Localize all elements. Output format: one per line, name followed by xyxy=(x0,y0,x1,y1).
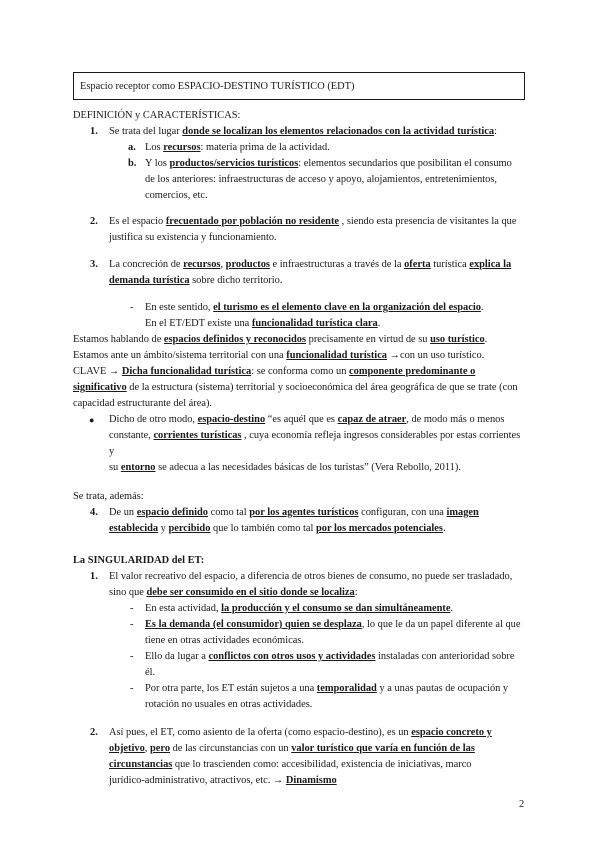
singularity-item-1 xyxy=(73,569,525,601)
text: turística xyxy=(430,259,470,270)
text: de los anteriores: infraestructuras de acceso y apoyo, alojamientos, entretenimientos, xyxy=(145,174,498,185)
list-item-2 xyxy=(73,214,525,246)
underlined-text: espacios definidos y reconocidos xyxy=(163,334,307,345)
text: se adecua a las necesidades básicas de los turistas” (Vera Rebollo, 2011). xyxy=(155,462,461,473)
text: En este sentido, xyxy=(145,302,214,313)
underlined-text: valor turístico que varía en función de las xyxy=(291,743,475,754)
underlined-text: percibido xyxy=(168,523,211,534)
text: : xyxy=(494,126,497,137)
underlined-text: por los agentes turísticos xyxy=(249,507,359,518)
text: como tal xyxy=(208,507,250,518)
singularity-dash-3 xyxy=(73,649,525,681)
list-marker: - xyxy=(130,683,134,694)
underlined-text: el turismo es el elemento clave en la organización del espacio xyxy=(213,302,481,313)
list-marker: a. xyxy=(128,142,136,153)
underlined-text: Dicha funcionalidad turística xyxy=(121,366,252,377)
text: El valor recreativo del espacio, a diferencia de otros bienes de consumo, no puede ser trasladado, xyxy=(109,571,513,582)
underlined-text: frecuentado por población no residente xyxy=(165,216,340,227)
list-marker: b. xyxy=(128,158,137,169)
text: justifica su existencia y funcionamiento. xyxy=(109,232,277,243)
text: De un xyxy=(109,507,137,518)
text: sobre dicho territorio. xyxy=(189,275,283,286)
text: jurídico-administrativo, atractivos, etc. → xyxy=(109,775,286,786)
text: de la estructura (sistema) territorial y socioeconómica del área geográfica de que se trate (con xyxy=(126,382,518,393)
underlined-text: oferta xyxy=(404,259,431,270)
paragraph-clave xyxy=(73,364,525,412)
text: que lo trascienden como: accesibilidad, existencia de iniciativas, marco xyxy=(172,759,472,770)
underlined-text: componente predominante o xyxy=(349,366,476,377)
underlined-text: espacio definido xyxy=(136,507,209,518)
underlined-text: conflictos con otros usos y actividades xyxy=(208,651,376,662)
underlined-text: espacio-destino xyxy=(197,414,266,425)
singularity-dash-1 xyxy=(73,601,525,617)
underlined-text: demanda turística xyxy=(109,275,190,286)
list-marker: - xyxy=(130,302,134,313)
text: , xyxy=(220,259,226,270)
text: Se trata del lugar xyxy=(109,126,183,137)
list-item-3 xyxy=(73,257,525,289)
text: : se conforma como un xyxy=(251,366,350,377)
list-number: 1. xyxy=(90,126,98,137)
section2-heading: La SINGULARIDAD del ET: xyxy=(73,555,205,566)
list-number: 3. xyxy=(90,259,98,270)
text: En esta actividad, xyxy=(145,603,222,614)
underlined-text: la producción y el consumo se dan simultáneamente xyxy=(221,603,451,614)
text: . xyxy=(484,334,488,345)
list-marker: - xyxy=(130,651,134,662)
text: : elementos secundarios que posibilitan el consumo xyxy=(298,158,512,169)
underlined-text: corrientes turísticas xyxy=(153,430,242,441)
text: y xyxy=(158,523,169,534)
underlined-text: productos xyxy=(225,259,270,270)
text: e infraestructuras a través de la xyxy=(269,259,405,270)
underlined-text: explica la xyxy=(469,259,512,270)
underlined-text: establecida xyxy=(109,523,159,534)
underlined-text: capaz de atraer xyxy=(337,414,407,425)
bullet-item-espacio-destino xyxy=(73,412,525,476)
paragraph-ademas: Se trata, además: xyxy=(73,491,144,502)
title-box xyxy=(73,72,525,100)
text: Ello da lugar a xyxy=(145,651,209,662)
text: , siendo esta presencia de visitantes la que xyxy=(339,216,517,227)
underlined-text: funcionalidad turística clara xyxy=(251,318,378,329)
paragraph-ambito xyxy=(73,348,525,364)
underlined-text: Dinamismo xyxy=(285,775,337,786)
text: . xyxy=(450,603,454,614)
text: rotación no usuales en otras actividades. xyxy=(145,699,313,710)
text: instaladas con anterioridad sobre él. xyxy=(145,651,515,678)
text: . xyxy=(480,302,484,313)
text: capacidad estructurante del área). xyxy=(73,398,213,409)
underlined-text: debe ser consumido en el sitio donde se localiza xyxy=(146,587,355,598)
text: : xyxy=(354,587,358,598)
text: Así pues, el ET, como asiento de la oferta (como espacio-destino), es un xyxy=(109,727,412,738)
singularity-item-2 xyxy=(73,725,525,789)
list-number: 1. xyxy=(90,571,98,582)
text: CLAVE → xyxy=(73,366,122,377)
text: , xyxy=(144,743,150,754)
text: Es el espacio xyxy=(109,216,166,227)
list-item-1b xyxy=(73,156,525,204)
underlined-text: espacio concreto y xyxy=(411,727,492,738)
underlined-text: Es la demanda (el consumidor) quien se desplaza xyxy=(145,619,362,630)
section1-heading: DEFINICIÓN y CARACTERÍSTICAS: xyxy=(73,110,241,121)
text: La concreción de xyxy=(109,259,184,270)
text: Y los xyxy=(145,158,170,169)
underlined-text: recursos xyxy=(183,259,221,270)
list-marker: - xyxy=(130,603,134,614)
text: configuran, con una xyxy=(358,507,447,518)
text: que lo también como tal xyxy=(210,523,317,534)
text: su xyxy=(109,462,121,473)
underlined-text: pero xyxy=(150,743,171,754)
list-number: 2. xyxy=(90,216,98,227)
singularity-dash-4 xyxy=(73,681,525,713)
list-number: 2. xyxy=(90,727,98,738)
underlined-text: funcionalidad turística xyxy=(286,350,387,361)
list-item-1a xyxy=(73,140,525,156)
text: : materia prima de la actividad. xyxy=(200,142,330,153)
text: comercios, etc. xyxy=(145,190,208,201)
text: Estamos hablando de xyxy=(73,334,164,345)
text: Estamos ante un ámbito/sistema territorial con una xyxy=(73,350,287,361)
underlined-text: por los mercados potenciales xyxy=(316,523,443,534)
text: , lo que le da un papel diferente al que xyxy=(361,619,521,630)
bullet-marker: ● xyxy=(89,415,95,425)
text: En el ET/EDT existe una xyxy=(145,318,252,329)
paragraph-espacios xyxy=(73,332,525,348)
page-number: 2 xyxy=(519,799,525,810)
text: Los xyxy=(145,142,164,153)
underlined-text: temporalidad xyxy=(316,683,377,694)
text: , cuya economía refleja ingresos considerables por estas corrientes y xyxy=(109,430,521,457)
text: sino que xyxy=(109,587,147,598)
text: Por otra parte, los ET están sujetos a una xyxy=(145,683,317,694)
list-marker: - xyxy=(130,619,134,630)
document-title: Espacio receptor como ESPACIO-DESTINO TURÍSTICO (EDT) xyxy=(80,81,355,92)
underlined-text: objetivo xyxy=(109,743,145,754)
list-item-4 xyxy=(73,505,525,537)
underlined-text: entorno xyxy=(120,462,156,473)
text: . xyxy=(377,318,381,329)
underlined-text: recursos xyxy=(163,142,201,153)
underlined-text: imagen xyxy=(446,507,479,518)
underlined-text: donde se localizan los elementos relacionados con la actividad turística xyxy=(182,126,495,137)
text: de las circunstancias con un xyxy=(170,743,292,754)
text: , de modo más o menos xyxy=(406,414,505,425)
text: . xyxy=(442,523,446,534)
text: constante, xyxy=(109,430,154,441)
text: “es aquél que es xyxy=(265,414,338,425)
text: y a unas pautas de ocupación y xyxy=(376,683,509,694)
dash-item-clave xyxy=(73,300,525,332)
text: precisamente en virtud de su xyxy=(306,334,431,345)
underlined-text: uso turístico xyxy=(430,334,485,345)
text: Dicho de otro modo, xyxy=(109,414,198,425)
underlined-text: circunstancias xyxy=(109,759,173,770)
text: tiene en otras actividades económicas. xyxy=(145,635,304,646)
list-item-1 xyxy=(73,124,525,140)
text: →con un uso turístico. xyxy=(387,350,485,361)
list-number: 4. xyxy=(90,507,98,518)
underlined-text: productos/servicios turísticos xyxy=(169,158,299,169)
singularity-dash-2 xyxy=(73,617,525,649)
underlined-text: significativo xyxy=(73,382,127,393)
document-body xyxy=(73,108,525,789)
